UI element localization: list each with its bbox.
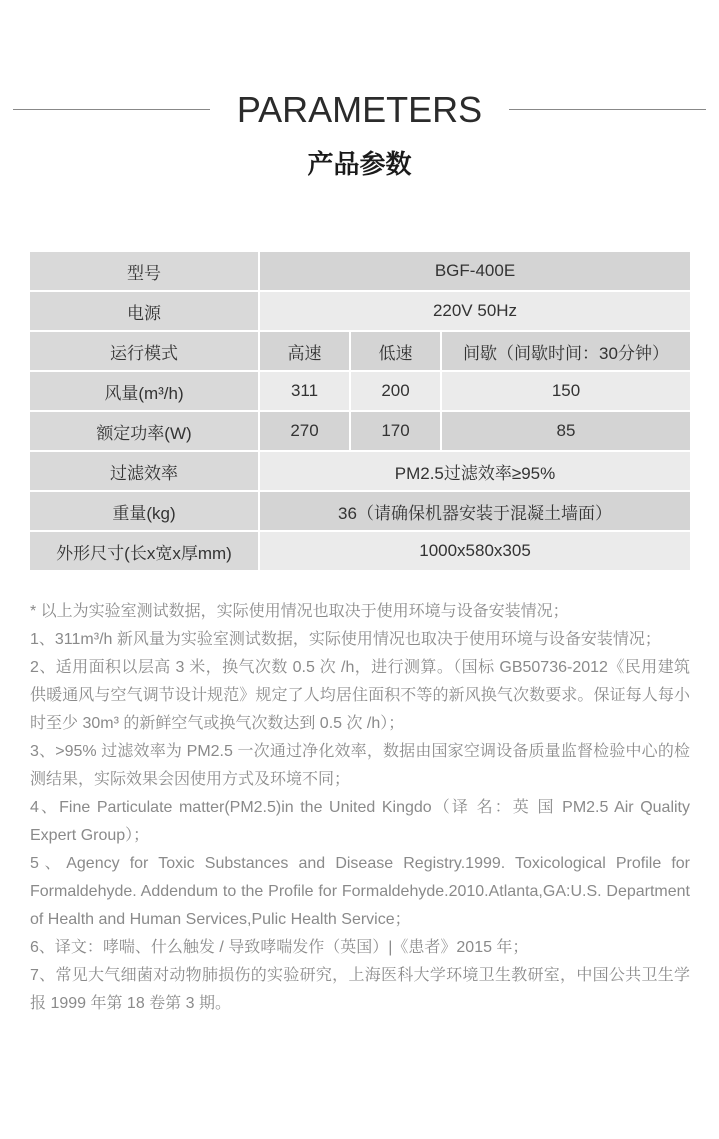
title-english: PARAMETERS	[236, 89, 483, 130]
footnotes	[30, 598, 690, 1018]
cell-high-speed: 270	[260, 412, 351, 452]
cell-high-speed: 高速	[260, 332, 351, 372]
row-label: 重量(kg)	[30, 492, 260, 532]
table-row-airflow	[30, 372, 690, 412]
header	[0, 88, 719, 138]
row-label: 风量(m³/h)	[30, 372, 260, 412]
table-row-filtration	[30, 452, 690, 492]
footnote: 6、译文：哮喘、什么触发 / 导致哮喘发作（英国）|《患者》2015 年；	[30, 939, 529, 956]
cell-low-speed: 低速	[351, 332, 442, 372]
footnote: 1、311m³/h 新风量为实验室测试数据，实际使用情况也取决于使用环境与设备安装情况；	[30, 631, 661, 648]
footnote: 7、常见大气细菌对动物肺损伤的实验研究，上海医科大学环境卫生教研室，中国公共卫生学报 1999 年第 18 卷第 3 期。	[30, 967, 690, 1012]
table-row-mode	[30, 332, 690, 372]
title-chinese: 产品参数	[307, 150, 412, 180]
footnote: 4、Fine Particulate matter(PM2.5)in the United Kingdo（译 名：英 国 PM2.5 Air Quality Expert Group）；	[30, 799, 690, 844]
row-value: 1000x580x305	[260, 532, 690, 572]
cell-intermittent: 间歇（间歇时间：30分钟）	[442, 332, 690, 372]
row-label: 外形尺寸(长x宽x厚mm)	[30, 532, 260, 572]
row-value: 220V 50Hz	[260, 292, 690, 332]
parameters-table	[30, 252, 690, 572]
cell-intermittent: 85	[442, 412, 690, 452]
cell-low-speed: 170	[351, 412, 442, 452]
row-label: 型号	[30, 252, 260, 292]
row-label: 电源	[30, 292, 260, 332]
table-row-rated-power	[30, 412, 690, 452]
table-row-weight	[30, 492, 690, 532]
row-value: 36（请确保机器安装于混凝土墙面）	[260, 492, 690, 532]
footnote: 2、适用面积以层高 3 米，换气次数 0.5 次 /h，进行测算。（国标 GB50736-2012《民用建筑供暖通风与空气调节设计规范》规定了人均居住面积不等的新风换气次数要求。保证每人每小时至少 30m³ 的新鲜空气或换气次数达到 0.5 次 /h）；	[30, 659, 690, 732]
table-row-dimensions	[30, 532, 690, 572]
table-row-model	[30, 252, 690, 292]
row-value: PM2.5过滤效率≥95%	[260, 452, 690, 492]
footnote: 5、Agency for Toxic Substances and Disease Registry.1999. Toxicological Profile for Formaldehyde. Addendum to the Profile for Formaldehyde.2010.Atlanta,GA:U.S. Department of Health and Human Services,Pulic Health Service；	[30, 855, 691, 928]
cell-intermittent: 150	[442, 372, 690, 412]
row-value: BGF-400E	[260, 252, 690, 292]
footnote: * 以上为实验室测试数据，实际使用情况也取决于使用环境与设备安装情况；	[30, 603, 569, 620]
cell-low-speed: 200	[351, 372, 442, 412]
right-divider-line	[509, 109, 706, 110]
row-label: 额定功率(W)	[30, 412, 260, 452]
footnote: 3、>95% 过滤效率为 PM2.5 一次通过净化效率，数据由国家空调设备质量监督检验中心的检测结果，实际效果会因使用方式及环境不同；	[30, 743, 690, 788]
row-label: 运行模式	[30, 332, 260, 372]
row-label: 过滤效率	[30, 452, 260, 492]
cell-high-speed: 311	[260, 372, 351, 412]
table-row-power	[30, 292, 690, 332]
